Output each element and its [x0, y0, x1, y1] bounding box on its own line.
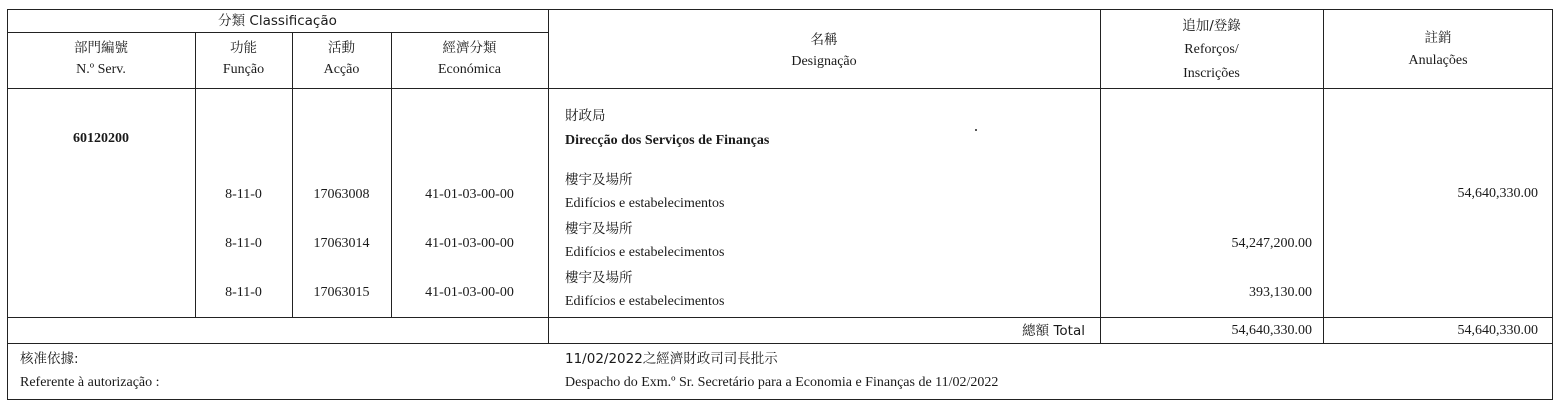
function-header-cjk: 功能 — [230, 40, 257, 56]
col-rule-designation — [1100, 9, 1101, 343]
authorization-basis-cjk: 核准依據: — [20, 351, 79, 367]
department-name: Direcção dos Serviços de Finanças — [565, 133, 770, 148]
authorization-basis: Referente à autorização : — [20, 375, 160, 390]
designation-header: Designação — [791, 54, 857, 69]
economic-header-cjk: 經濟分類 — [442, 40, 497, 56]
classification-rule — [7, 32, 548, 33]
row-designation: Edifícios e estabelecimentos — [565, 245, 725, 260]
total-label: 總額 Total — [1022, 323, 1085, 339]
row-economic: 41-01-03-00-00 — [425, 187, 514, 202]
cancellations-header-cjk: 註銷 — [1424, 30, 1452, 46]
header-bottom-rule — [7, 88, 1553, 89]
row-reinforcement: 393,130.00 — [1249, 285, 1312, 300]
row-reinforcement: 54,247,200.00 — [1231, 236, 1312, 251]
row-economic: 41-01-03-00-00 — [425, 236, 514, 251]
row-action: 17063008 — [313, 187, 370, 202]
row-designation: Edifícios e estabelecimentos — [565, 294, 725, 309]
total-cancellations: 54,640,330.00 — [1457, 323, 1538, 338]
dispatch-text-cjk: 11/02/2022之經濟財政司司長批示 — [565, 351, 778, 367]
reinforcements-header: Reforços/ — [1184, 42, 1239, 57]
function-header: Função — [222, 62, 265, 77]
cancellations-header: Anulações — [1408, 53, 1468, 68]
service-header: N.º Serv. — [76, 62, 126, 77]
row-function: 8-11-0 — [225, 187, 262, 202]
designation-header-cjk: 名稱 — [810, 32, 838, 48]
row-economic: 41-01-03-00-00 — [425, 285, 514, 300]
reinforcements-header-cjk: 追加/登錄 — [1182, 18, 1241, 34]
row-designation-cjk: 樓宇及場所 — [565, 172, 633, 188]
row-function: 8-11-0 — [225, 236, 262, 251]
row-designation-cjk: 樓宇及場所 — [565, 221, 633, 237]
row-action: 17063015 — [313, 285, 370, 300]
row-designation-cjk: 樓宇及場所 — [565, 270, 633, 286]
row-action: 17063014 — [313, 236, 370, 251]
action-header: Acção — [323, 62, 360, 77]
dispatch-text: Despacho do Exm.º Sr. Secretário para a Economia e Finanças de 11/02/2022 — [565, 375, 999, 390]
action-header-cjk: 活動 — [328, 40, 355, 56]
body-bottom-rule — [7, 317, 1553, 318]
inscriptions-header: Inscrições — [1183, 66, 1240, 81]
classification-header: 分類 Classificação — [218, 13, 337, 29]
department-name-cjk: 財政局 — [565, 108, 606, 124]
row-designation: Edifícios e estabelecimentos — [565, 196, 725, 211]
service-header-cjk: 部門編號 — [74, 40, 128, 56]
service-number: 60120200 — [73, 131, 129, 146]
economic-header: Económica — [438, 62, 501, 77]
total-reinforcements: 54,640,330.00 — [1231, 323, 1312, 338]
total-bottom-rule — [7, 343, 1553, 344]
stray-mark — [975, 129, 977, 131]
row-function: 8-11-0 — [225, 285, 262, 300]
row-cancellation: 54,640,330.00 — [1457, 186, 1538, 201]
